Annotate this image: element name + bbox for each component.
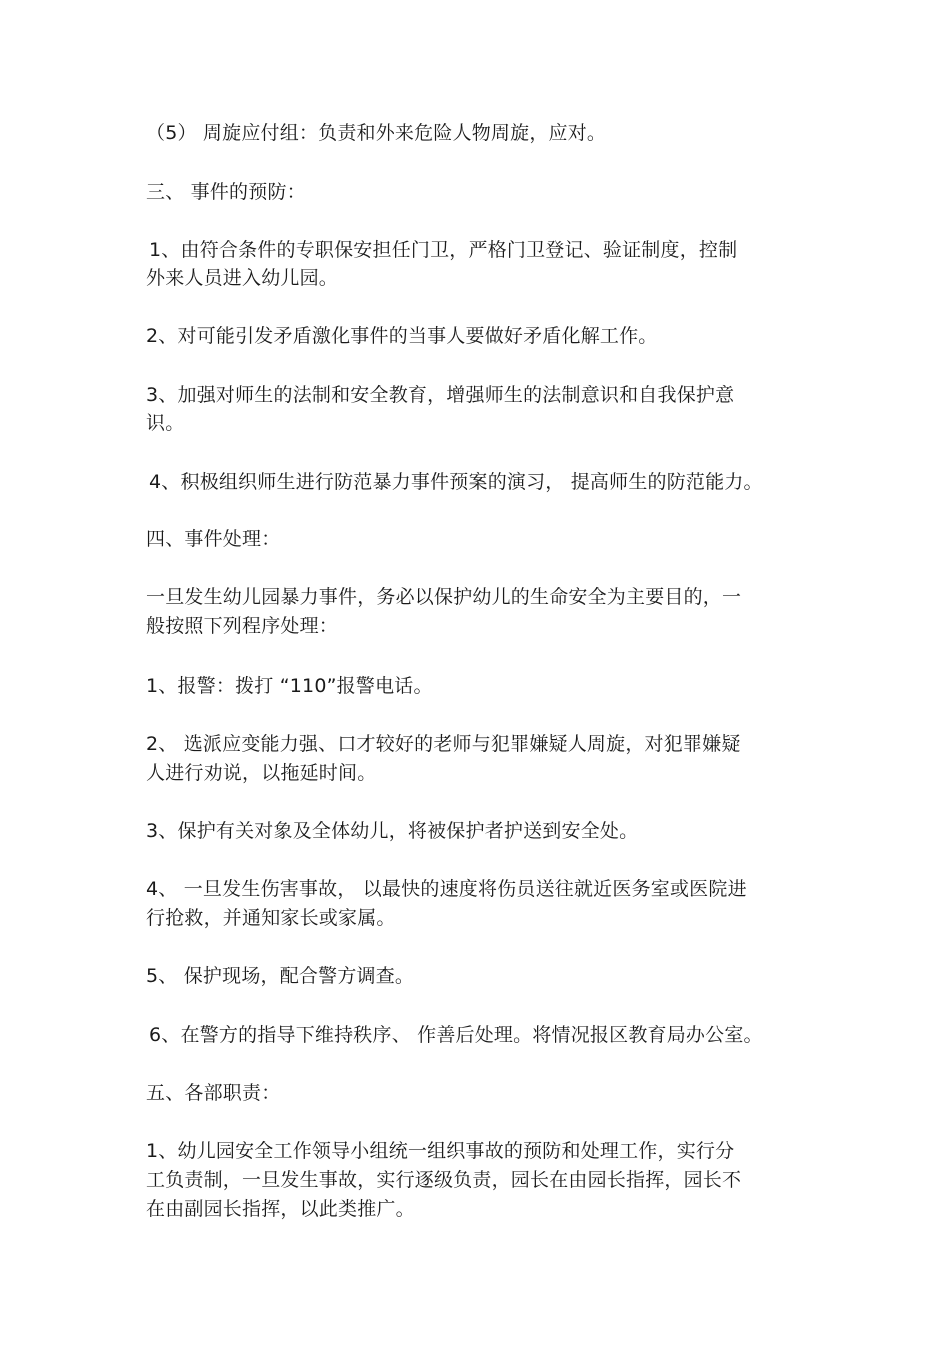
- handling-intro-line-1: 一旦发生幼儿园暴力事件，务必以保护幼儿的生命安全为主要目的，一: [146, 586, 742, 608]
- prevention-item-1-line-2: 外来人员进入幼儿园。: [146, 267, 339, 289]
- prevention-item-4: 4、积极组织师生进行防范暴力事件预案的演习， 提高师生的防范能力。: [149, 471, 763, 493]
- handling-item-3: 3、保护有关对象及全体幼儿，将被保护者护送到安全处。: [146, 820, 639, 842]
- duties-item-1-line-3: 在由副园长指挥，以此类推广。: [146, 1198, 415, 1220]
- handling-intro-line-2: 般按照下列程序处理：: [146, 615, 339, 637]
- section-heading-prevention: 三、 事件的预防：: [146, 181, 306, 203]
- handling-item-6: 6、在警方的指导下维持秩序、 作善后处理。将情况报区教育局办公室。: [149, 1024, 763, 1046]
- handling-item-4-line-2: 行抢救，并通知家长或家属。: [146, 907, 396, 929]
- duties-item-1-line-2: 工负责制，一旦发生事故，实行逐级负责，园长在由园长指挥，园长不: [146, 1169, 742, 1191]
- handling-item-4-line-1: 4、 一旦发生伤害事故， 以最快的速度将伤员送往就近医务室或医院进: [146, 878, 747, 900]
- duties-item-1-line-1: 1、幼儿园安全工作领导小组统一组织事故的预防和处理工作，实行分: [146, 1140, 735, 1162]
- prevention-item-3-line-1: 3、加强对师生的法制和安全教育，增强师生的法制意识和自我保护意: [146, 384, 735, 406]
- handling-item-2-line-2: 人进行劝说，以拖延时间。: [146, 762, 377, 784]
- section-heading-duties: 五、各部职责：: [146, 1082, 281, 1104]
- handling-item-1: 1、报警：拨打 “110”报警电话。: [146, 675, 433, 697]
- handling-item-5: 5、 保护现场，配合警方调查。: [146, 965, 415, 987]
- item-5-weixuan-group: （5） 周旋应付组：负责和外来危险人物周旋，应对。: [146, 122, 607, 144]
- prevention-item-1-line-1: 1、由符合条件的专职保安担任门卫，严格门卫登记、验证制度，控制: [149, 239, 738, 261]
- handling-item-2-line-1: 2、 选派应变能力强、口才较好的老师与犯罪嫌疑人周旋，对犯罪嫌疑: [146, 733, 741, 755]
- prevention-item-2: 2、对可能引发矛盾激化事件的当事人要做好矛盾化解工作。: [146, 325, 658, 347]
- prevention-item-3-line-2: 识。: [146, 412, 185, 434]
- section-heading-handling: 四、事件处理：: [146, 528, 281, 550]
